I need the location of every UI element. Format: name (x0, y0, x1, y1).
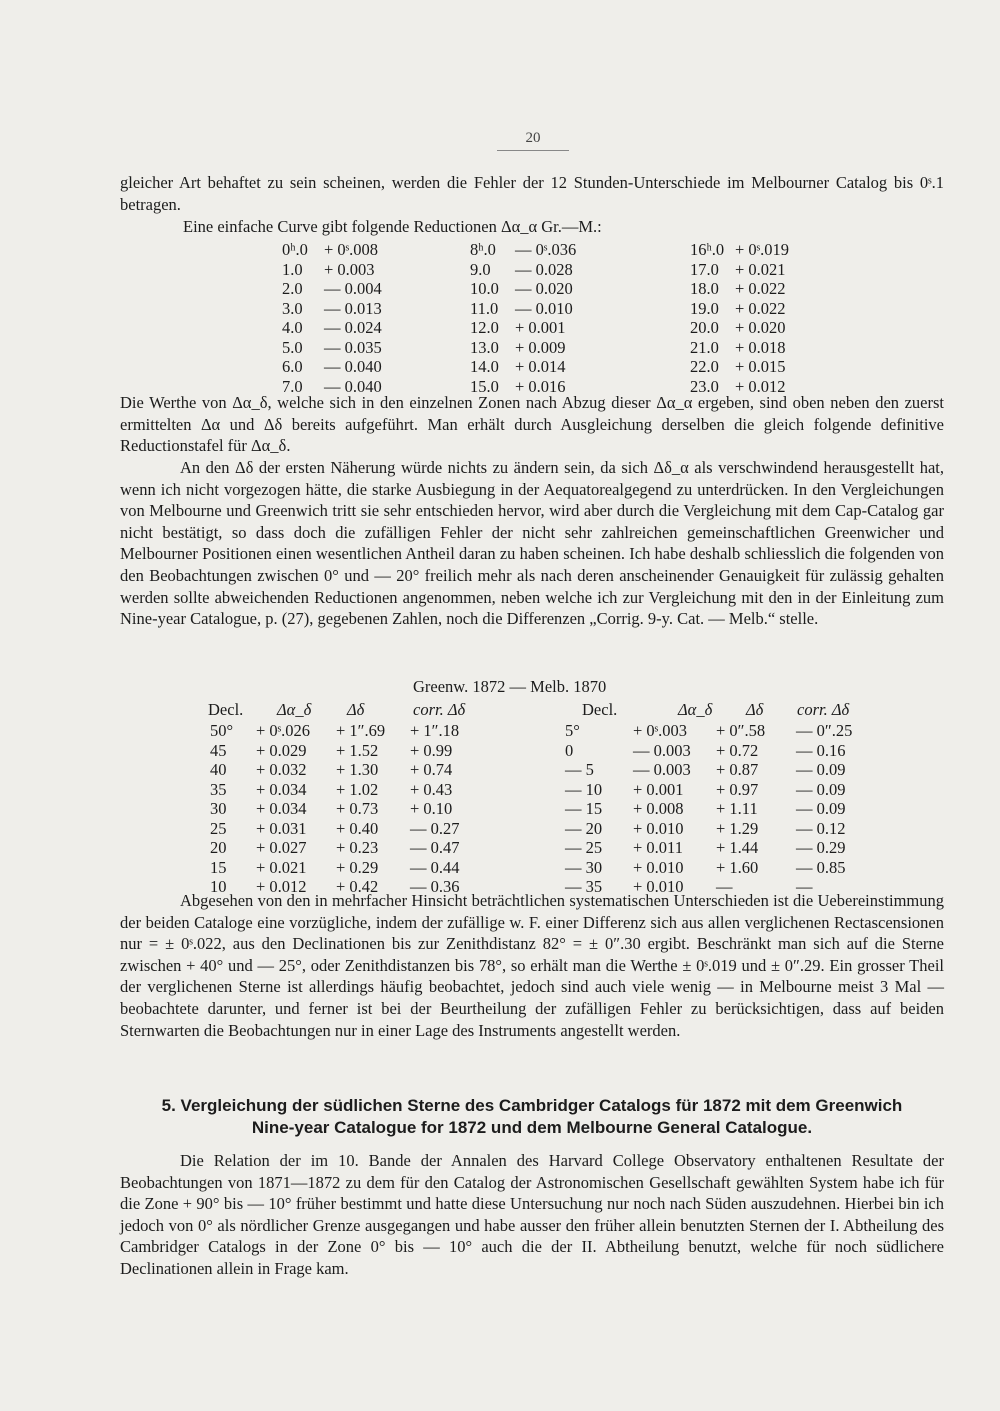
reduction-cell: + 0.018 (735, 337, 786, 357)
reduction-cell: 3.0 (282, 298, 303, 318)
comparison-cell: — 0.12 (796, 818, 846, 838)
comparison-cell: + 0.97 (716, 779, 759, 799)
comparison-cell: 15 (210, 857, 227, 877)
comparison-cell: + 0.031 (256, 818, 307, 838)
reduction-cell: + 0.016 (515, 376, 566, 396)
reduction-cell: 1.0 (282, 259, 303, 279)
reduction-cell: 20.0 (690, 318, 719, 337)
comparison-cell: + 0.010 (633, 857, 684, 877)
comparison-cell: — 0.003 (633, 740, 691, 760)
comparison-cell: 10 (210, 877, 227, 896)
reduction-cell: — 0.013 (324, 298, 382, 318)
section-heading (118, 1095, 946, 1139)
comparison-cell: + 0.10 (410, 799, 453, 818)
reduction-cell: + 0ˢ.019 (735, 240, 790, 259)
comparison-cell: + 0.72 (716, 740, 759, 760)
comparison-cell: + 1.52 (336, 740, 379, 760)
comparison-cell: + 1″.18 (410, 721, 460, 740)
reduction-cell: 5.0 (282, 337, 303, 357)
comparison-cell: — 15 (565, 799, 603, 818)
reduction-cell: — 0.024 (324, 318, 382, 337)
comparison-cell: + 0″.58 (716, 721, 766, 740)
comparison-cell: 0 (565, 740, 574, 760)
reduction-cell: — 0ˢ.036 (515, 240, 577, 259)
reduction-cell: 7.0 (282, 376, 303, 396)
paragraph-2: Die Werthe von Δα_δ, welche sich in den einzelnen Zonen nach Abzug dieser Δα_α ergeben, sind oben neben den zuerst ermittelten Δα und Δδ bereits aufgeführt. Man erhält durch Ausgleichung derselben die gleich folgende definitive Reductionstafel für Δα_δ. (120, 393, 944, 456)
comparison-cell: — 30 (565, 857, 603, 877)
paragraph-4: Abgesehen von den in mehrfacher Hinsicht beträchtlichen systematischen Unterschieden ist die Uebereinstimmung der beiden Cataloge eine vorzügliche, indem der zufällige w. F. einer Differenz sich aus allen verglichenen Rectascensionen nur = ± 0ˢ.022, aus den Declinationen bis zur Zenithdistanz 82° = ± 0″.30 ergibt. Beschränkt man sich auf die Sterne zwischen + 40° und — 25°, oder Zenithdistanzen bis 78°, so erhält man die Werthe ± 0ˢ.019 und ± 0″.29. Ein grosser Theil der verglichenen Sterne ist allerdings häufig beobachtet, jedoch sind auch viele wenig — in Melbourne meist 3 Mal — beobachtete darunter, und ferner ist bei der Beurtheilung der zufälligen Fehler zu berücksichtigen, dass auf beiden Sternwarten die Beobachtungen nur in einer Lage des Instruments angestellt werden. (120, 891, 944, 1040)
reduction-cell: 12.0 (470, 318, 499, 337)
comparison-header: corr. Δδ (797, 700, 850, 719)
reduction-cell: 6.0 (282, 357, 303, 376)
comparison-cell: 35 (210, 779, 227, 799)
comparison-cell: — 25 (565, 838, 603, 857)
comparison-cell: 50° (210, 721, 234, 740)
comparison-cell: — 0.09 (796, 760, 846, 779)
reduction-cell: — 0.035 (324, 337, 382, 357)
comparison-cell: + 0.021 (256, 857, 307, 877)
comparison-cell: — 0.27 (410, 818, 460, 838)
comparison-cell: — 20 (565, 818, 603, 838)
comparison-header: Δδ (746, 700, 764, 719)
comparison-cell: + 1.29 (716, 818, 759, 838)
reduction-cell: 17.0 (690, 259, 719, 279)
comparison-cell: + 0.73 (336, 799, 379, 818)
comparison-cell: 45 (210, 740, 227, 760)
reduction-cell: 9.0 (470, 259, 491, 279)
paragraph-1: gleicher Art behaftet zu sein scheinen, werden die Fehler der 12 Stunden-Unterschiede im Melbourner Catalog bis 0ˢ.1 betragen. (120, 173, 944, 214)
comparison-cell: + 0.29 (336, 857, 379, 877)
comparison-cell: + 0ˢ.026 (256, 721, 311, 740)
reduction-cell: 11.0 (470, 298, 499, 318)
comparison-cell: — 0.47 (410, 838, 460, 857)
reduction-cell: — 0.040 (324, 357, 382, 376)
comparison-cell: + 0.034 (256, 799, 307, 818)
reduction-cell: + 0.001 (515, 318, 566, 337)
comparison-cell: — 0.003 (633, 760, 691, 779)
comparison-cell: + 0.011 (633, 838, 683, 857)
reduction-cell: 4.0 (282, 318, 303, 337)
comparison-header: Decl. (582, 700, 618, 719)
reduction-cell: 18.0 (690, 279, 719, 298)
section-heading-line-1: 5. Vergleichung der südlichen Sterne des Cambridger Catalogs für 1872 mit dem Greenwich (161, 1096, 903, 1115)
comparison-cell: + 0.027 (256, 838, 307, 857)
comparison-cell: 30 (210, 799, 227, 818)
reduction-cell: 13.0 (470, 337, 499, 357)
reduction-cell: 14.0 (470, 357, 499, 376)
reduction-cell: 0ʰ.0 (282, 240, 308, 259)
comparison-cell: + 0.40 (336, 818, 379, 838)
comparison-cell: + 0.010 (633, 818, 684, 838)
comparison-cell: + 0.99 (410, 740, 453, 760)
comparison-cell: 5° (565, 721, 580, 740)
comparison-cell: + 0.032 (256, 760, 307, 779)
comparison-cell: + 0.034 (256, 779, 307, 799)
comparison-cell: — 0.09 (796, 779, 846, 799)
reduction-cell: 22.0 (690, 357, 719, 376)
comparison-cell: — 0.29 (796, 838, 846, 857)
comparison-cell: — 0.44 (410, 857, 460, 877)
reduction-cell: — 0.040 (324, 376, 382, 396)
comparison-header: Decl. (208, 700, 244, 719)
paragraph-1b: Eine einfache Curve gibt folgende Reductionen Δα_α Gr.—M.: (183, 217, 602, 236)
paragraph-5: Die Relation der im 10. Bande der Annalen des Harvard College Observatory enthaltenen Resultate der Beobachtungen von 1871—1872 zu dem für den Catalog der Astronomischen Gesellschaft gewählten System habe ich für die Zone + 90° bis — 10° früher bestimmt und hatte diese Untersuchung nur noch nach Süden auszudehnen. Hierbei bin ich jedoch von 0° als nördlicher Grenze ausgegangen und habe ausser den früher allein benutzten Sternen der I. Abtheilung des Cambridger Catalogs in der Zone 0° bis — 10° auch die der II. Abtheilung benutzt, welche für noch südlichere Declinationen allein in Frage kam. (120, 1151, 944, 1278)
comparison-cell: + 0.001 (633, 779, 684, 799)
comparison-header: Δα_δ (678, 700, 713, 719)
comparison-cell: + 0.010 (633, 877, 684, 896)
comparison-cell: + 1.02 (336, 779, 379, 799)
comparison-cell: + 1.44 (716, 838, 759, 857)
comparison-header: corr. Δδ (413, 700, 466, 719)
reduction-cell: 23.0 (690, 376, 719, 396)
reduction-cell: 10.0 (470, 279, 499, 298)
reduction-cell: + 0.022 (735, 298, 786, 318)
reduction-cell: — 0.020 (515, 279, 573, 298)
comparison-cell: + 0ˢ.003 (633, 721, 688, 740)
comparison-cell: + 0.012 (256, 877, 307, 896)
reduction-cell: 21.0 (690, 337, 719, 357)
comparison-cell: — (796, 877, 813, 896)
comparison-cell: + 0.74 (410, 760, 453, 779)
comparison-cell: — 0.85 (796, 857, 846, 877)
comparison-cell: + 0.42 (336, 877, 379, 896)
comparison-header: Δα_δ (277, 700, 312, 719)
reduction-cell: 16ʰ.0 (690, 240, 725, 259)
comparison-cell: + 1.60 (716, 857, 759, 877)
paragraph-3: An den Δδ der ersten Näherung würde nichts zu ändern sein, da sich Δδ_α als verschwindend herausgestellt hat, wenn ich nicht vorgezogen hätte, die starke Ausbiegung in der Aequatorealgegend zu unterdrücken. In den Vergleichungen von Melbourne und Greenwich tritt sie sehr entschieden hervor, wird aber durch die Vergleichung mit dem Cap-Catalog gar nicht bestätigt, so dass doch die zufälligen Fehler der nicht sehr zahlreichen gemeinschaftlichen Greenwicher und Melbourner Positionen einen wesentlichen Antheil daran zu haben scheinen. Ich habe deshalb schliesslich die folgenden von den Beobachtungen zwischen 0° und — 20° freilich mehr als nach deren anscheinender Genauigkeit für zulässig gehalten werden sollte abweichenden Reductionen angenommen, neben welche ich zur Vergleichung mit den in der Einleitung zum Nine-year Catalogue, p. (27), gegebenen Zahlen, noch die Differenzen „Corrig. 9-y. Cat. — Melb.“ stelle. (120, 458, 944, 629)
reduction-cell: + 0.015 (735, 357, 786, 376)
comparison-cell: + 1.11 (716, 799, 758, 818)
reduction-cell: + 0ˢ.008 (324, 240, 379, 259)
reduction-cell: 8ʰ.0 (470, 240, 496, 259)
reduction-cell: 2.0 (282, 279, 303, 298)
reduction-cell: + 0.014 (515, 357, 566, 376)
reduction-cell: + 0.020 (735, 318, 786, 337)
section-heading-line-2: Nine-year Catalogue for 1872 und dem Melbourne General Catalogue. (251, 1118, 813, 1137)
comparison-cell: + 0.008 (633, 799, 684, 818)
comparison-cell: 25 (210, 818, 227, 838)
reduction-cell: + 0.009 (515, 337, 566, 357)
comparison-caption: Greenw. 1872 — Melb. 1870 (413, 677, 607, 696)
comparison-cell: + 0.87 (716, 760, 759, 779)
reduction-cell: + 0.021 (735, 259, 786, 279)
comparison-cell: — 5 (565, 760, 594, 779)
comparison-cell: — 0.36 (410, 877, 460, 896)
comparison-cell: + 0.23 (336, 838, 379, 857)
reduction-cell: 15.0 (470, 376, 499, 396)
reduction-cell: + 0.022 (735, 279, 786, 298)
comparison-cell: 40 (210, 760, 227, 779)
comparison-cell: + 1.30 (336, 760, 379, 779)
reduction-cell: — 0.028 (515, 259, 573, 279)
comparison-cell: — 35 (565, 877, 603, 896)
comparison-cell: + 0.43 (410, 779, 453, 799)
reduction-cell: — 0.010 (515, 298, 573, 318)
comparison-cell: — 0″.25 (796, 721, 853, 740)
comparison-cell: + 1″.69 (336, 721, 386, 740)
comparison-cell: 20 (210, 838, 227, 857)
reduction-cell: 19.0 (690, 298, 719, 318)
reduction-cell: — 0.004 (324, 279, 382, 298)
reduction-cell: + 0.003 (324, 259, 375, 279)
reduction-cell: + 0.012 (735, 376, 786, 396)
comparison-cell: — 0.16 (796, 740, 846, 760)
comparison-cell: + 0.029 (256, 740, 307, 760)
page-number: 20 (497, 130, 569, 151)
comparison-cell: — (716, 877, 733, 896)
comparison-cell: — 0.09 (796, 799, 846, 818)
comparison-cell: — 10 (565, 779, 603, 799)
comparison-header: Δδ (347, 700, 365, 719)
